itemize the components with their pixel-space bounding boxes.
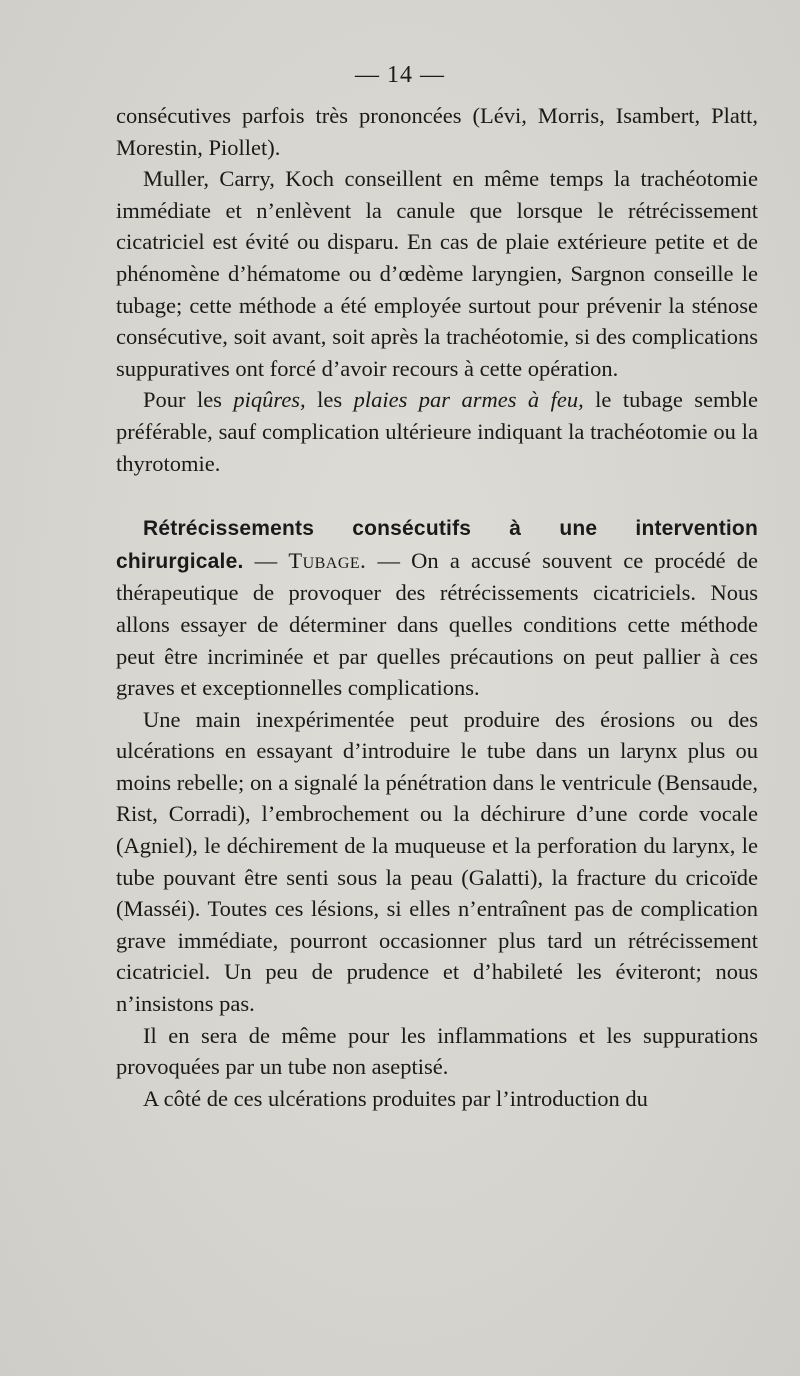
paragraph-7: A côté de ces ulcérations produites par l’introduction du xyxy=(143,1085,648,1111)
italic-piqures: piqûres, xyxy=(233,387,306,413)
italic-plaies-armes-feu: plaies par armes à feu, xyxy=(353,387,584,413)
heading-dash: — xyxy=(243,547,289,573)
paragraph-2: Muller, Carry, Koch conseillent en même temps la trachéotomie immédiate et n’enlèvent la canule que lorsque le rétrécissement cicatriciel est évité ou disparu. En cas de plaie extérieure petite et de phénomène d’hématome ou d’œdème laryngien, Sargnon conseille le tubage; cette méthode a été employée surtout pour prévenir la sténose consécutive, soit avant, soit après la trachéotomie, si des complications suppuratives ont forcé d’avoir recours à cette opération. xyxy=(116,166,758,381)
paragraph-3-mid: les xyxy=(305,387,354,413)
paragraph-3 xyxy=(116,384,758,479)
paragraph-1: consécutives parfois très prononcées (Lévi, Morris, Isambert, Platt, Morestin, Piollet). xyxy=(116,103,758,160)
paragraph-5: Une main inexpérimentée peut produire des érosions ou des ulcérations en essayant d’introduire le tube dans un larynx plus ou moins rebelle; on a signalé la pénétration dans le ventricule (Bensaude, Rist, Corradi), l’embrochement ou la déchirure d’une corde vocale (Agniel), le déchirement de la muqueuse et la perforation du larynx, le tube pouvant être senti sous la peau (Galatti), la fracture du cricoïde (Masséi). Toutes ces lésions, si elles n’entraînent pas de complication grave immédiate, pourront occasionner plus tard un rétrécissement cicatriciel. Un peu de prudence et d’habileté les éviteront; nous n’insistons pas. xyxy=(116,706,758,1017)
body-text xyxy=(116,100,758,1114)
paragraph-4 xyxy=(116,512,758,704)
paragraph-3-start: Pour les xyxy=(143,387,234,413)
subheading-tubage: Tubage. xyxy=(288,547,367,573)
paragraph-3-end: le tubage semble préférable, sauf complication ultérieure indiquant la trachéotomie ou la thyrotomie. xyxy=(116,387,758,476)
page-number: — 14 — xyxy=(355,62,445,88)
paragraph-6: Il en sera de même pour les inflammations et les suppurations provoquées par un tube non aseptisé. xyxy=(116,1022,758,1080)
section-heading: Rétrécissements consécutifs à une intervention chirurgicale. xyxy=(116,517,758,573)
paragraph-4-rest: — On a accusé souvent ce procédé de thérapeutique de provoquer des rétrécissements cicatriciels. Nous allons essayer de déterminer dans quelles conditions cette méthode peut être incriminée et par quelles précautions on peut pallier à ces graves et exceptionnelles complications. xyxy=(116,547,759,701)
